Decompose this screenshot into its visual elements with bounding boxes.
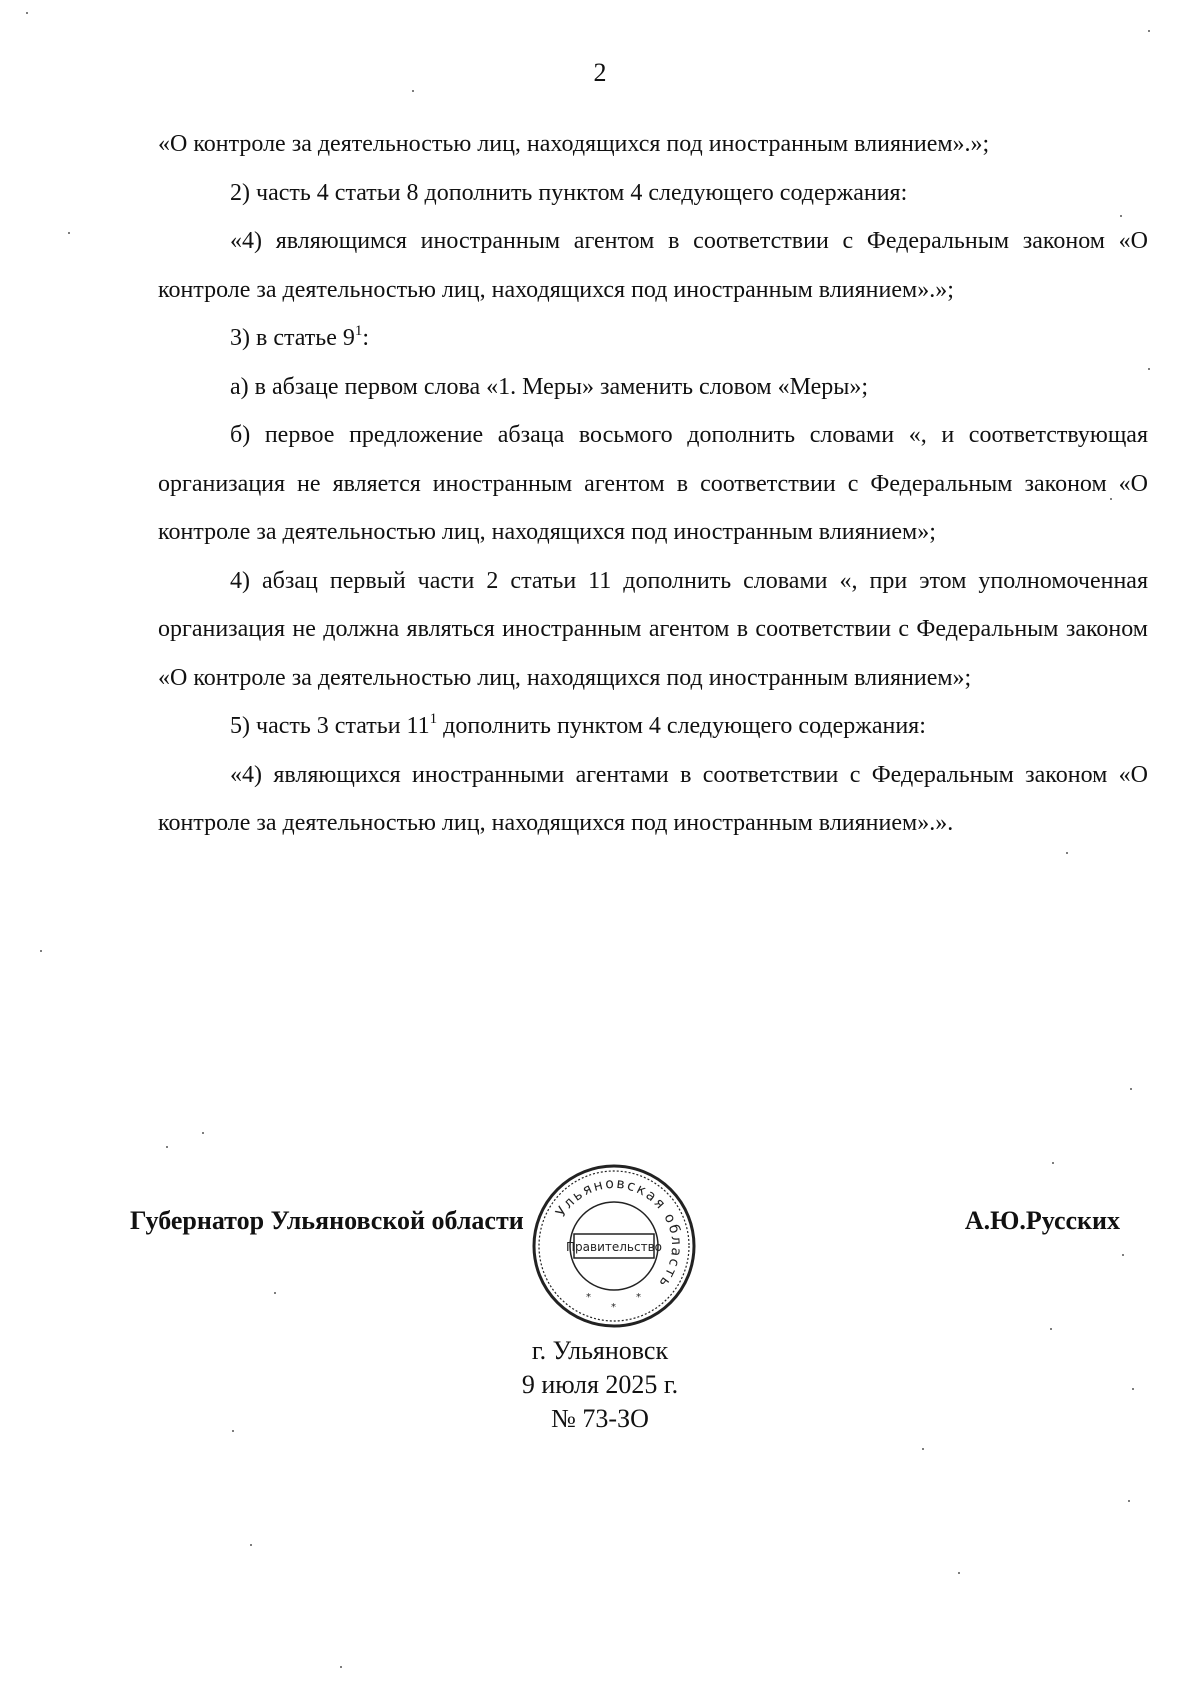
scan-speck [958, 1572, 960, 1574]
scan-speck [68, 232, 70, 234]
document-footer [0, 1334, 1200, 1436]
signatory-title: Губернатор Ульяновской области [130, 1206, 524, 1235]
paragraph: 5) часть 3 статьи $11^1$ дополнить пунктом 4 следующего содержания: [230, 711, 926, 739]
seal-graphic [528, 1160, 700, 1332]
footer-date: 9 июля 2025 г. [521, 1370, 679, 1399]
superscript: 1 [354, 323, 363, 339]
seal-ring-text: Ульяновская область [553, 1175, 685, 1292]
page-number: 2 [593, 58, 607, 87]
scan-speck [412, 90, 414, 92]
official-seal [528, 1160, 700, 1332]
paragraph: б) первое предложение абзаца восьмого дополнить словами «, и соответствующая организация не является иностранным агентом в соответствии с Федеральным законом «О контроле за деятельностью лиц, находящихся под иностранным влиянием»; [158, 422, 1148, 545]
footer-number: № 73-ЗО [551, 1404, 649, 1433]
scan-speck [922, 1448, 924, 1450]
seal-center-text: Правительство [566, 1240, 662, 1254]
paragraph: «О контроле за деятельностью лиц, находящихся под иностранным влиянием».»; [158, 131, 990, 157]
scan-speck [250, 1544, 252, 1546]
svg-text:*: * [586, 1292, 591, 1303]
paragraph: «4) являющихся иностранными агентами в соответствии с Федеральным законом «О контроле за деятельностью лиц, находящихся под иностранным влиянием».». [158, 761, 1148, 836]
scan-speck [1130, 1088, 1132, 1090]
paragraph: 3) в статье $9^1$: [230, 323, 370, 351]
scan-speck [274, 1292, 276, 1294]
scan-speck [166, 1146, 168, 1148]
scan-speck [1122, 1254, 1124, 1256]
scan-speck [1148, 30, 1150, 32]
document-body [158, 120, 1148, 848]
signatory-name: А.Ю.Русских [964, 1206, 1120, 1235]
scan-speck [1052, 1162, 1054, 1164]
paragraph: а) в абзаце первом слова «1. Меры» заменить словом «Меры»; [230, 373, 869, 400]
superscript: 1 [429, 711, 438, 727]
scan-speck [1110, 498, 1112, 500]
scan-speck [202, 1132, 204, 1134]
scan-speck [1050, 1328, 1052, 1330]
scan-speck [40, 950, 42, 952]
paragraph: 4) абзац первый части 2 статьи 11 дополнить словами «, при этом уполномоченная организация не должна являться иностранным агентом в соответствии с Федеральным законом «О контроле за деятельностью лиц, находящихся под иностранным влиянием»; [158, 567, 1148, 691]
scan-speck [1066, 852, 1068, 854]
scan-speck [340, 1666, 342, 1668]
svg-text:*: * [611, 1302, 616, 1313]
footer-city: г. Ульяновск [531, 1336, 669, 1365]
scan-speck [1128, 1500, 1130, 1502]
svg-text:*: * [636, 1292, 641, 1303]
scan-speck [232, 1430, 234, 1432]
scan-speck [1148, 368, 1150, 370]
scan-speck [1120, 215, 1122, 217]
scan-speck [26, 12, 28, 14]
paragraph: «4) являющимся иностранным агентом в соответствии с Федеральным законом «О контроле за деятельностью лиц, находящихся под иностранным влиянием».»; [158, 228, 1148, 303]
paragraph: 2) часть 4 статьи 8 дополнить пунктом 4 следующего содержания: [230, 179, 908, 206]
scan-speck [1132, 1388, 1134, 1390]
